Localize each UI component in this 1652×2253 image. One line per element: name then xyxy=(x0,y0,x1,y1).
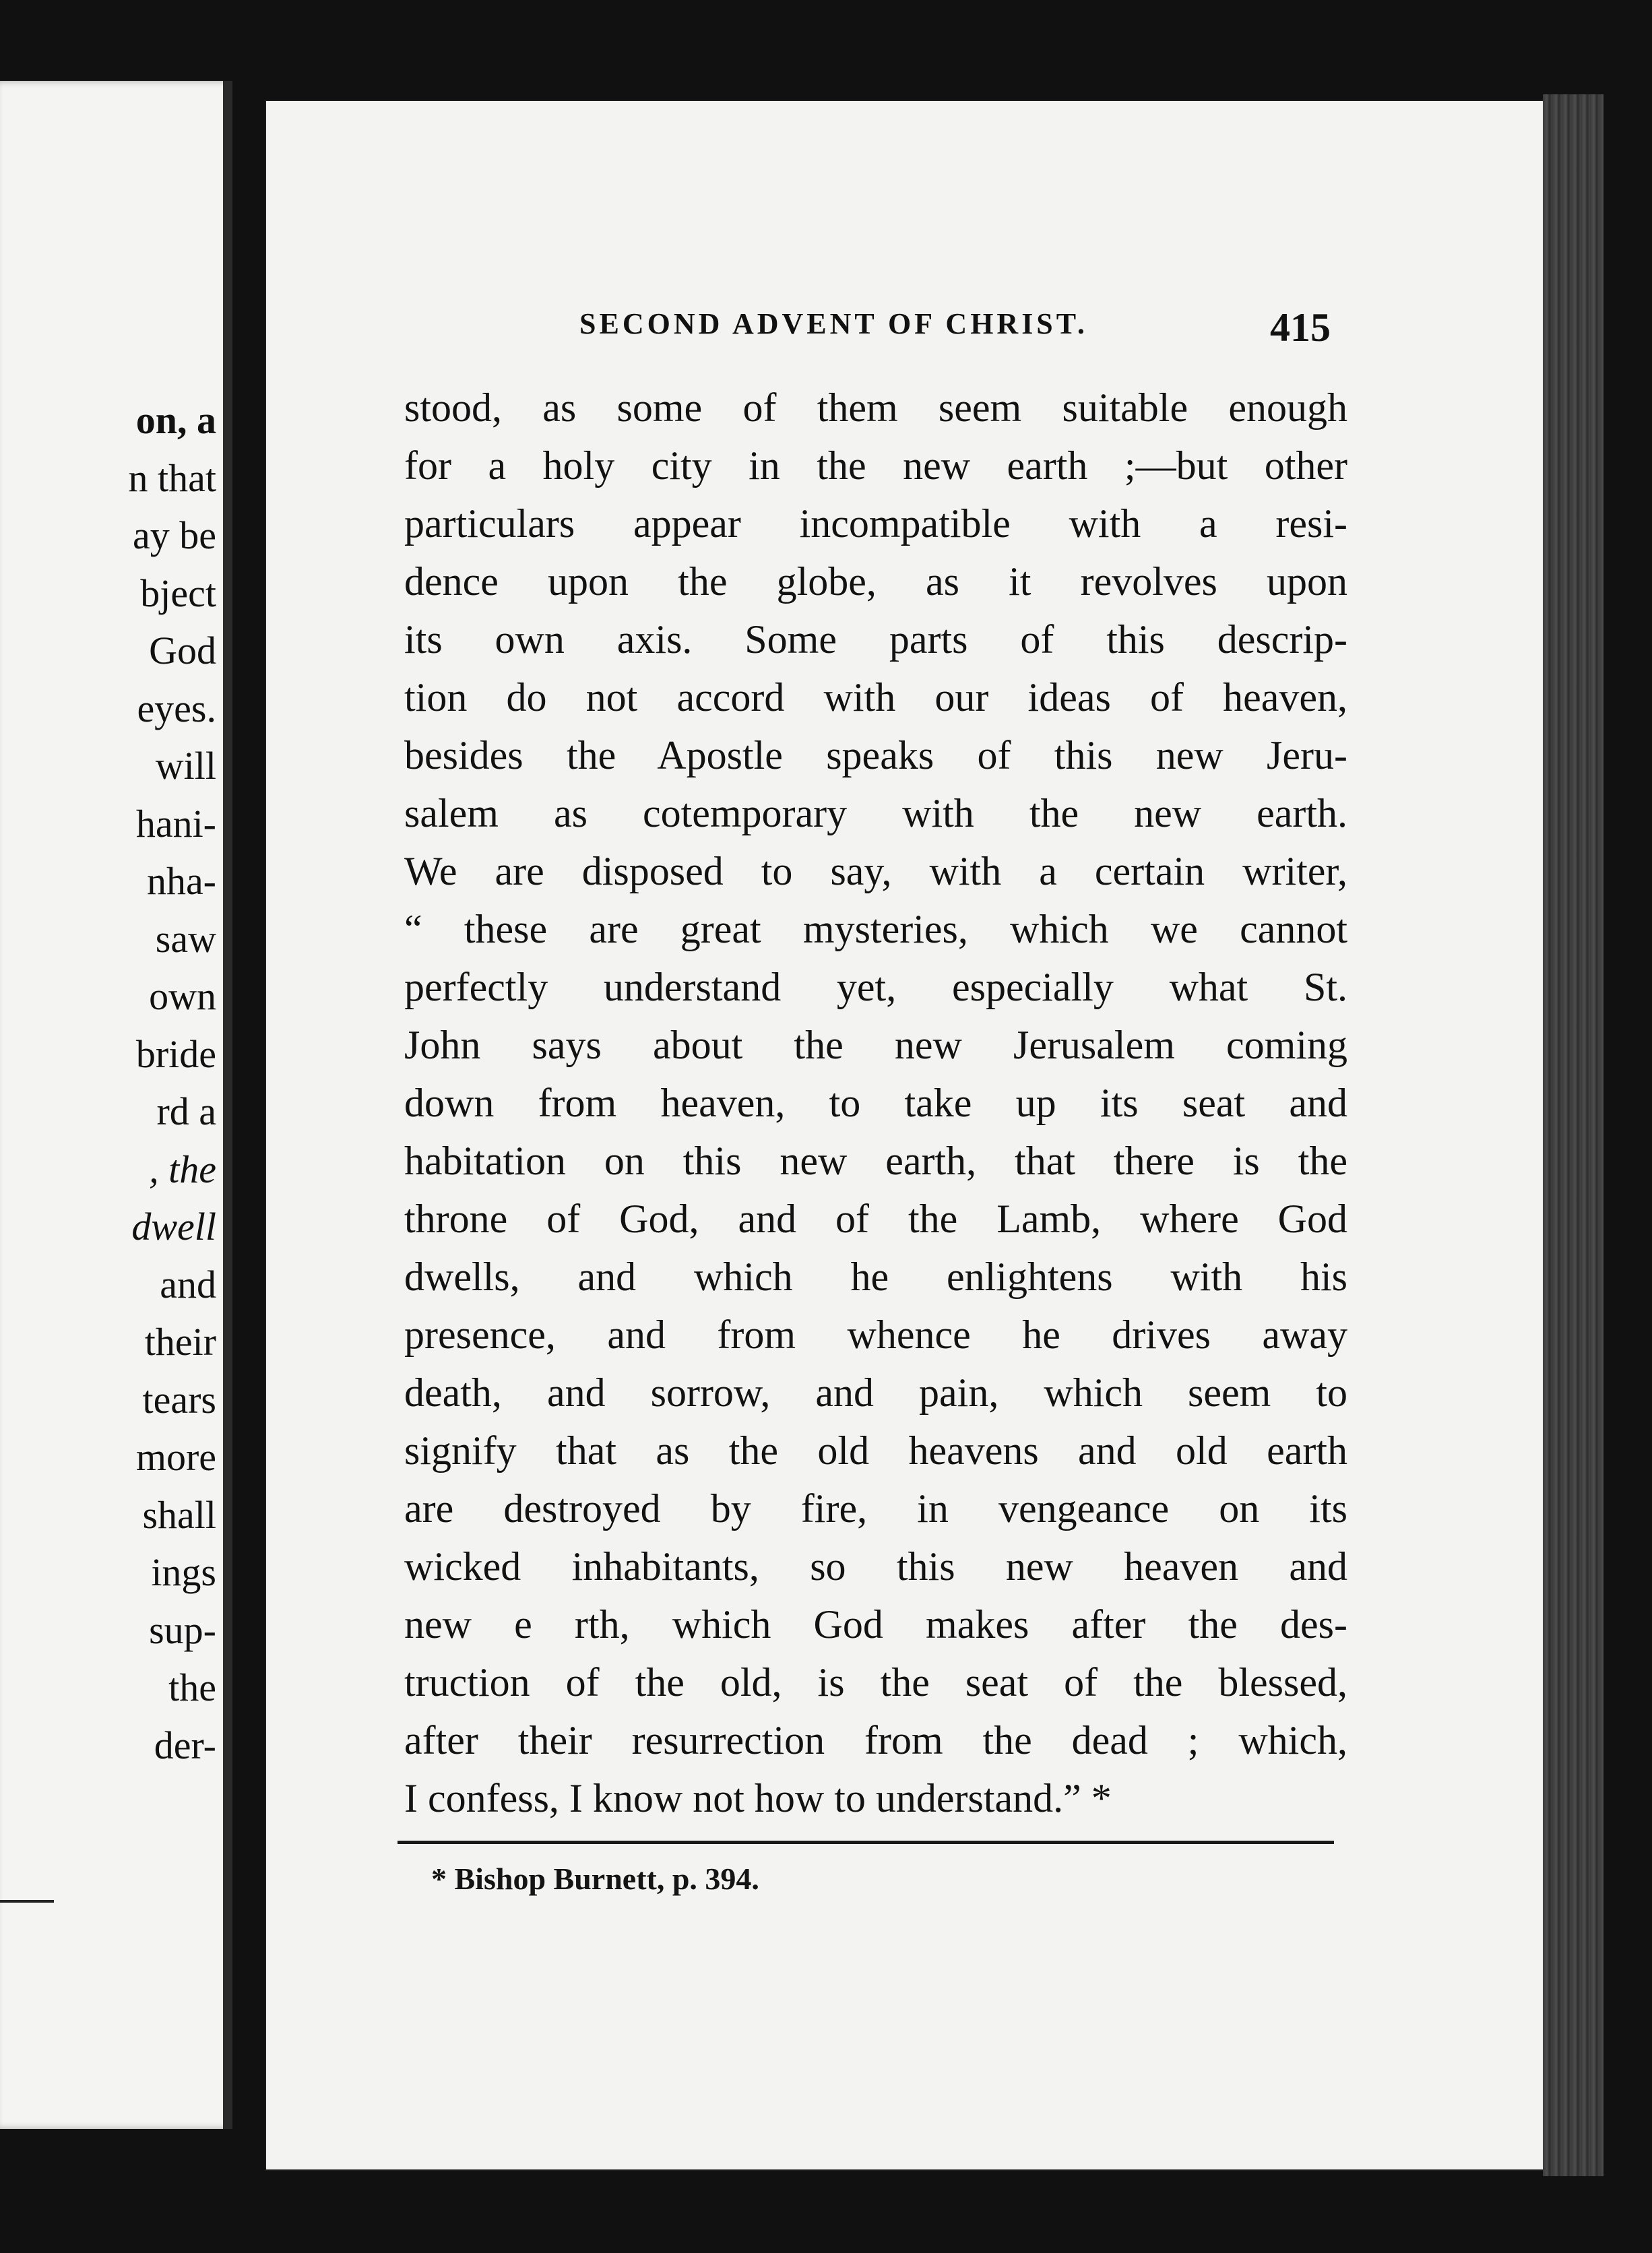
left-page-line: the xyxy=(168,1665,216,1709)
body-line: death, and sorrow, and pain, which seem to xyxy=(404,1370,1347,1415)
body-line: throne of God, and of the Lamb, where God xyxy=(404,1197,1347,1241)
left-page-line: and xyxy=(160,1262,216,1306)
body-line: We are disposed to say, with a certain writer, xyxy=(404,849,1347,893)
footnote: * Bishop Burnett, p. 394. xyxy=(431,1862,759,1896)
left-facing-page xyxy=(0,81,232,2129)
left-page-line: on, a xyxy=(135,398,216,442)
page-block-edge xyxy=(1543,94,1603,2176)
left-page-line: their xyxy=(144,1320,216,1364)
left-page-line: sup- xyxy=(149,1608,216,1652)
body-line: dence upon the globe, as it revolves upon xyxy=(404,559,1347,604)
left-page-line: ay be xyxy=(133,513,216,557)
left-page-line: eyes. xyxy=(137,686,216,730)
left-page-line: ings xyxy=(151,1550,216,1594)
body-line: new e rth, which God makes after the des- xyxy=(404,1602,1347,1647)
left-page-line: shall xyxy=(142,1492,216,1537)
left-page-line: more xyxy=(135,1435,216,1479)
running-head: SECOND ADVENT OF CHRIST. xyxy=(579,307,1088,340)
body-line: after their resurrection from the dead ; which, xyxy=(404,1718,1347,1763)
left-page-line: tears xyxy=(142,1377,216,1422)
body-line: salem as cotemporary with the new earth. xyxy=(404,791,1347,835)
body-line: wicked inhabitants, so this new heaven and xyxy=(404,1544,1347,1589)
body-line: dwells, and which he enlightens with his xyxy=(404,1255,1347,1299)
left-page-line: , the xyxy=(149,1147,216,1191)
left-page-line: will xyxy=(155,744,216,788)
body-line: are destroyed by fire, in vengeance on its xyxy=(404,1486,1347,1531)
gutter-shadow xyxy=(223,81,232,2129)
body-line: truction of the old, is the seat of the blessed, xyxy=(404,1660,1347,1705)
left-page-line: God xyxy=(149,629,216,672)
body-line: its own axis. Some parts of this descrip- xyxy=(404,617,1347,662)
left-page-line: dwell xyxy=(131,1205,216,1248)
left-page-line: own xyxy=(149,974,216,1018)
left-page-line: hani- xyxy=(135,801,216,846)
body-line: John says about the new Jerusalem coming xyxy=(404,1023,1347,1067)
left-page-line: bject xyxy=(140,571,216,615)
body-line: presence, and from whence he drives away xyxy=(404,1312,1347,1357)
body-line: besides the Apostle speaks of this new Jeru- xyxy=(404,733,1347,778)
body-line: habitation on this new earth, that there is the xyxy=(404,1139,1347,1183)
body-line: I confess, I know not how to understand.” * xyxy=(404,1776,1112,1820)
left-page-line: saw xyxy=(155,916,216,961)
left-page-line: der- xyxy=(154,1723,216,1767)
body-line: for a holy city in the new earth ;—but other xyxy=(404,443,1347,488)
footnote-rule xyxy=(398,1841,1334,1844)
body-line: signify that as the old heavens and old earth xyxy=(404,1428,1347,1473)
page-number: 415 xyxy=(1270,305,1331,350)
left-page-line: n that xyxy=(128,455,216,500)
left-page-line: bride xyxy=(135,1032,216,1076)
left-page-line: nha- xyxy=(146,859,216,903)
left-page-line: rd a xyxy=(156,1089,216,1133)
body-line: down from heaven, to take up its seat and xyxy=(404,1081,1347,1125)
body-line: “ these are great mysteries, which we cannot xyxy=(404,907,1347,951)
body-line: particulars appear incompatible with a resi- xyxy=(404,501,1347,546)
left-footnote-rule xyxy=(0,1900,54,1903)
body-line: stood, as some of them seem suitable enough xyxy=(404,385,1347,430)
body-line: perfectly understand yet, especially what St. xyxy=(404,965,1347,1009)
body-line: tion do not accord with our ideas of heaven, xyxy=(404,675,1347,720)
